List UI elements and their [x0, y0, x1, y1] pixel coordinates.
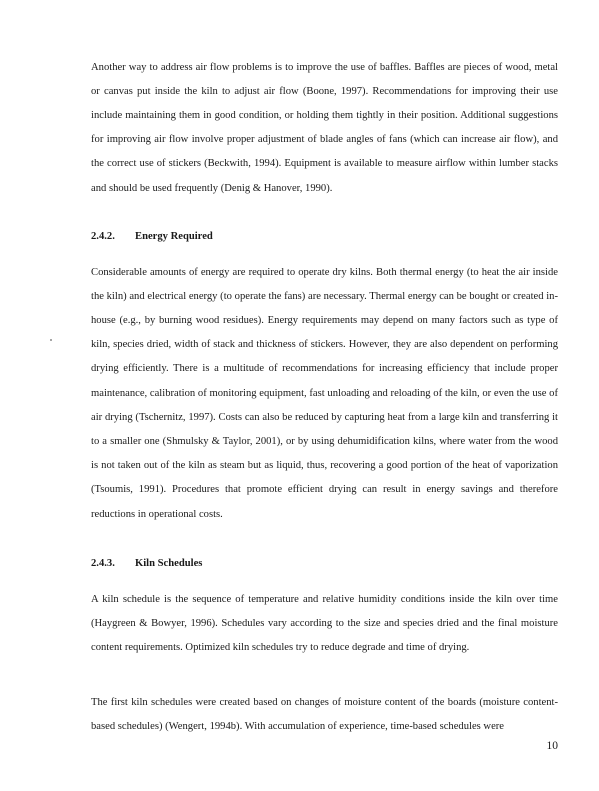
section-heading-kiln-schedules [91, 556, 202, 572]
section-number: 2.4.3. [91, 558, 115, 569]
paragraph-energy: Considerable amounts of energy are required to operate dry kilns. Both thermal energy (to heat the air inside the kiln) and electrical energy (to operate the fans) are necessary. Thermal energy can be bought or created in-house (e.g., by burning wood residues). Energy requirements may depend on many factors such as type of kiln, species dried, width of stack and thickness of stickers. However, they are also dependent on performing drying efficiently. There is a multitude of recommendations for increasing efficiency that include proper maintenance, calibration of monitoring equipment, fast unloading and reloading of the kiln, or even the use of air drying (Tschernitz, 1997). Costs can also be reduced by capturing heat from a large kiln and transferring it to a smaller one (Shmulsky & Taylor, 2001), or by using dehumidification kilns, where water from the wood is not taken out of the kiln as steam but as liquid, thus, recovering a good portion of the heat of vaporization (Tsoumis, 1991). Procedures that promote efficient drying can result in energy savings and therefore reductions in operational costs. [91, 266, 558, 520]
paragraph-airflow: Another way to address air flow problems is to improve the use of baffles. Baffles are pieces of wood, metal or canvas put inside the kiln to adjust air flow (Boone, 1997). Recommendations for improving their use include maintaining them in good condition, or holding them tightly in their position. Additional suggestions for improving air flow involve proper adjustment of blade angles of fans (which can increase air flow), and the correct use of stickers (Beckwith, 1994). Equipment is available to measure airflow within lumber stacks and should be used frequently (Denig & Hanover, 1990). [91, 61, 558, 194]
section-title: Kiln Schedules [135, 558, 203, 569]
scan-speck [50, 339, 52, 341]
page-number: 10 [546, 740, 558, 752]
paragraph-first-kiln-schedules: The first kiln schedules were created based on changes of moisture content of the boards (moisture content-based schedules) (Wengert, 1994b). With accumulation of experience, time-based schedules were [91, 696, 558, 732]
section-number: 2.4.2. [91, 231, 115, 242]
section-title: Energy Required [135, 231, 213, 242]
section-heading-energy-required [91, 229, 213, 245]
paragraph-kiln-schedule-definition: A kiln schedule is the sequence of temperature and relative humidity conditions inside the kiln over time (Haygreen & Bowyer, 1996). Schedules vary according to the size and species dried and the final moisture content requirements. Optimized kiln schedules try to reduce degrade and time of drying. [91, 593, 558, 653]
